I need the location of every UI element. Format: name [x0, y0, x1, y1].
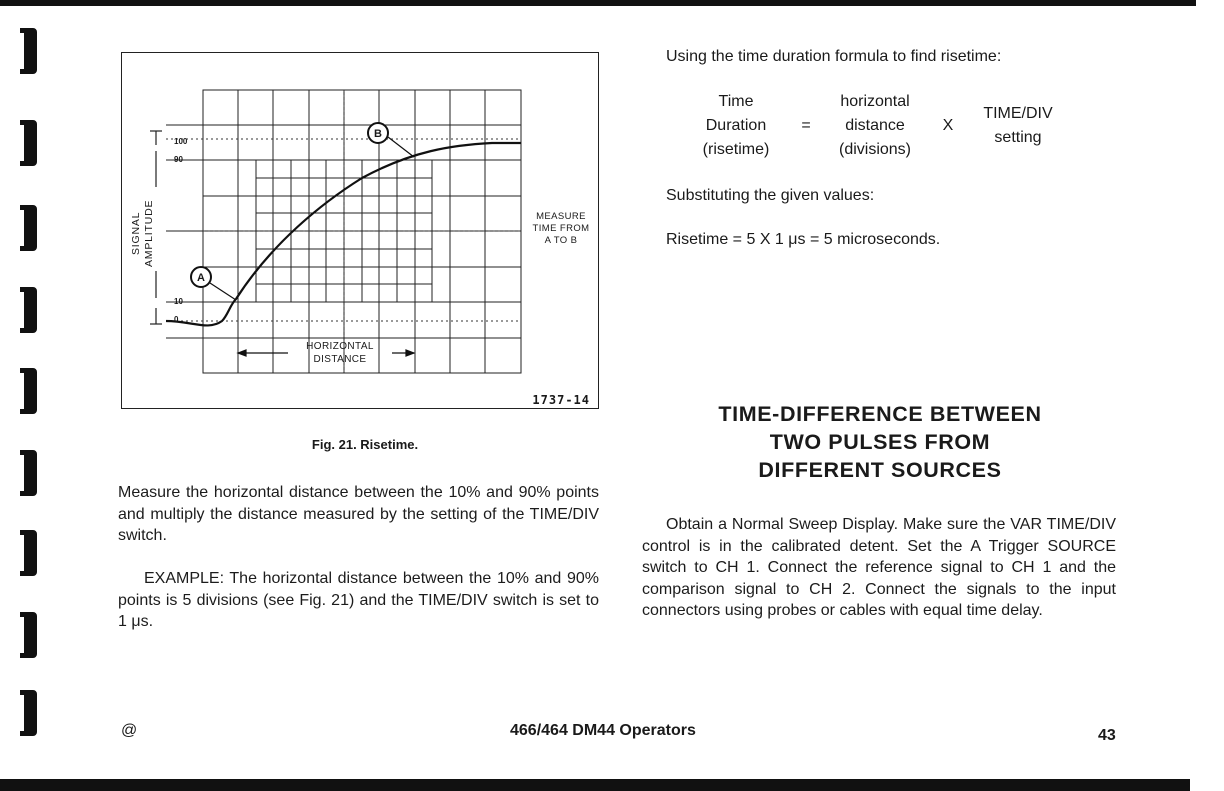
tick-0: 0	[174, 315, 179, 324]
tick-10: 10	[174, 297, 183, 306]
bottom-rule	[0, 779, 1190, 791]
top-rule	[0, 0, 1196, 6]
heading-line: DIFFERENT SOURCES	[758, 458, 1002, 482]
risetime-result: Risetime = 5 X 1 μs = 5 microseconds.	[666, 231, 941, 248]
formula-middle-line: distance	[845, 117, 905, 134]
section-heading	[640, 400, 1120, 484]
binding-mark	[24, 368, 37, 414]
substituting-text: Substituting the given values:	[666, 187, 875, 204]
point-b-label: B	[374, 128, 382, 140]
page-number: 43	[1098, 727, 1116, 744]
formula-lhs	[686, 90, 786, 162]
formula-rhs-line: TIME/DIV	[983, 105, 1053, 122]
formula-equals: =	[801, 117, 811, 134]
amplitude-label-line: SIGNAL	[130, 211, 142, 256]
heading-line: TWO PULSES FROM	[769, 430, 991, 454]
measure-note-line: A TO B	[544, 235, 578, 246]
formula-rhs-line: setting	[994, 129, 1042, 146]
formula-rhs	[966, 102, 1070, 150]
footer-left: @	[121, 722, 138, 739]
formula-middle	[822, 90, 928, 162]
measure-note-line: TIME FROM	[532, 223, 590, 234]
tick-90: 90	[174, 155, 183, 164]
formula-times: X	[942, 117, 954, 134]
horizontal-distance-label	[290, 340, 390, 366]
binding-mark	[24, 530, 37, 576]
left-paragraph-1: Measure the horizontal distance between the 10% and 90% points and multiply the distance measured by the setting of the TIME/DIV switch.	[118, 484, 599, 544]
tick-100: 100	[174, 137, 188, 146]
amplitude-label	[130, 200, 156, 267]
formula-middle-line: (divisions)	[838, 141, 911, 158]
binding-mark	[24, 450, 37, 496]
binding-mark	[24, 28, 37, 74]
binding-mark	[24, 287, 37, 333]
point-a-label: A	[197, 272, 205, 284]
formula-middle-line: horizontal	[840, 93, 910, 110]
figure-number: 1737-14	[532, 393, 590, 407]
binding-mark	[24, 120, 37, 166]
formula-lhs-line: Duration	[705, 117, 767, 134]
left-paragraph-2: EXAMPLE: The horizontal distance between the 10% and 90% points is 5 divisions (see Fig. 21) and the TIME/DIV switch is set to 1 μs.	[118, 570, 599, 630]
formula-lhs-line: Time	[718, 93, 754, 110]
formula-lhs-line: (risetime)	[702, 141, 770, 158]
risetime-figure	[121, 52, 599, 409]
amplitude-label-line: AMPLITUDE	[143, 199, 155, 267]
hd-line: HORIZONTAL	[306, 341, 374, 352]
right-paragraph: Obtain a Normal Sweep Display. Make sure the VAR TIME/DIV control is in the calibrated detent. Set the A Trigger SOURCE switch to CH 1. Connect the reference signal to CH 1 and the comparison signal to CH 2. Connect the signals to the input connectors using probes or cables with equal time delay.	[642, 516, 1116, 619]
figure-caption: Fig. 21. Risetime.	[311, 437, 419, 452]
formula-intro: Using the time duration formula to find risetime:	[666, 48, 1002, 65]
binding-mark	[24, 690, 37, 736]
hd-line: DISTANCE	[313, 354, 367, 365]
measure-note	[524, 211, 598, 247]
binding-mark	[24, 205, 37, 251]
measure-note-line: MEASURE	[536, 211, 586, 222]
binding-mark	[24, 612, 37, 658]
heading-line: TIME-DIFFERENCE BETWEEN	[718, 402, 1042, 426]
footer-title: 466/464 DM44 Operators	[510, 722, 696, 739]
